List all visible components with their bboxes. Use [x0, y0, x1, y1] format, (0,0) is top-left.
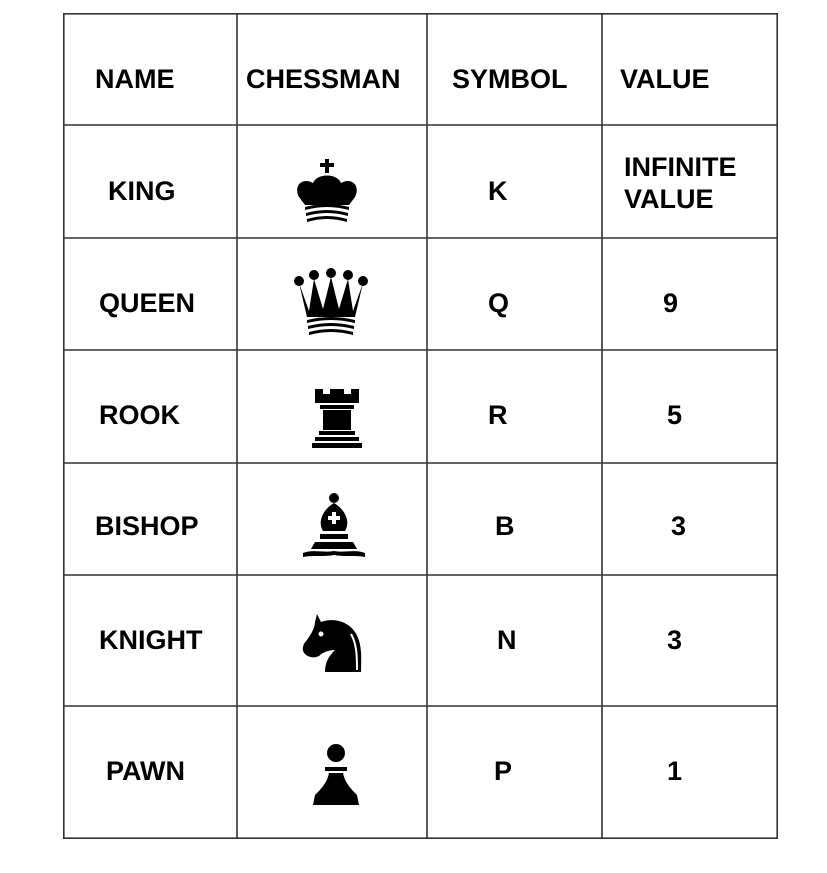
piece-value: 9 — [663, 288, 679, 318]
piece-name: QUEEN — [99, 288, 196, 318]
pawn-icon — [311, 743, 361, 807]
piece-symbol: N — [497, 625, 517, 655]
piece-value: INFINITE VALUE — [624, 152, 737, 214]
piece-name: KNIGHT — [99, 625, 203, 655]
piece-name: BISHOP — [95, 511, 199, 541]
piece-symbol: Q — [488, 288, 510, 318]
queen-icon — [293, 267, 369, 339]
knight-icon — [301, 610, 365, 676]
rook-icon — [309, 387, 365, 449]
piece-value: 1 — [667, 756, 683, 786]
chess-piece-table — [63, 13, 778, 839]
header-value: VALUE — [620, 64, 710, 94]
header-name: NAME — [95, 64, 175, 94]
piece-value: 3 — [671, 511, 687, 541]
piece-value: 3 — [667, 625, 683, 655]
piece-name: PAWN — [106, 756, 185, 786]
piece-symbol: P — [494, 756, 513, 786]
header-symbol: SYMBOL — [452, 64, 568, 94]
piece-symbol: K — [488, 176, 508, 206]
piece-value: 5 — [667, 400, 683, 430]
king-icon — [291, 157, 363, 227]
piece-name: KING — [108, 176, 176, 206]
header-chessman: CHESSMAN — [246, 64, 401, 94]
bishop-icon — [301, 491, 369, 561]
piece-symbol: B — [495, 511, 515, 541]
piece-symbol: R — [488, 400, 508, 430]
piece-name: ROOK — [99, 400, 180, 430]
